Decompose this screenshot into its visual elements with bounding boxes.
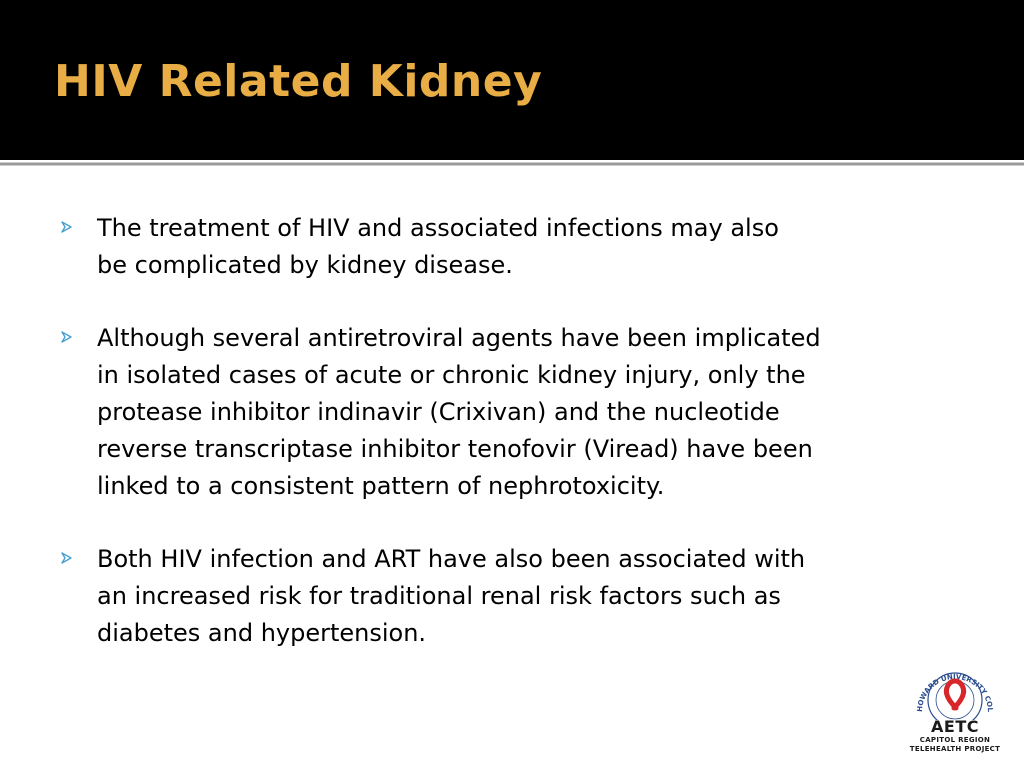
logo-line2: TELEHEALTH PROJECT — [909, 745, 1001, 753]
title-band — [0, 0, 1024, 160]
bullet-item — [60, 320, 960, 505]
arrow-bullet-icon — [60, 330, 74, 344]
aetc-logo — [900, 664, 1010, 756]
slide-title: HIV Related Kidney — [54, 56, 543, 107]
logo-name: AETC — [931, 717, 979, 736]
logo-arc-text: HOWARD UNIVERSITY COL — [915, 672, 995, 713]
arrow-bullet-icon — [60, 220, 74, 234]
bullet-item — [60, 541, 960, 652]
bullet-text: Although several antiretroviral agents have been implicated in isolated cases of acute or chronic kidney injury, only the protease inhibitor indinavir (Crixivan) and the nucleotide reverse transcriptase inhibitor tenofovir (Viread) have been linked to a consistent pattern of nephrotoxicity. — [97, 324, 821, 500]
bullet-text: Both HIV infection and ART have also been associated with an increased risk for traditional renal risk factors such as diabetes and hypertension. — [97, 545, 806, 647]
bullet-text: The treatment of HIV and associated infections may also be complicated by kidney disease. — [97, 214, 779, 279]
logo-emblem-icon — [900, 664, 1010, 720]
logo-line1: CAPITOL REGION — [919, 736, 991, 744]
arrow-bullet-icon — [60, 551, 74, 565]
bullet-list — [60, 210, 960, 688]
title-divider — [0, 160, 1024, 168]
slide-content — [0, 168, 1024, 768]
bullet-item — [60, 210, 960, 284]
ribbon-icon — [946, 681, 963, 708]
